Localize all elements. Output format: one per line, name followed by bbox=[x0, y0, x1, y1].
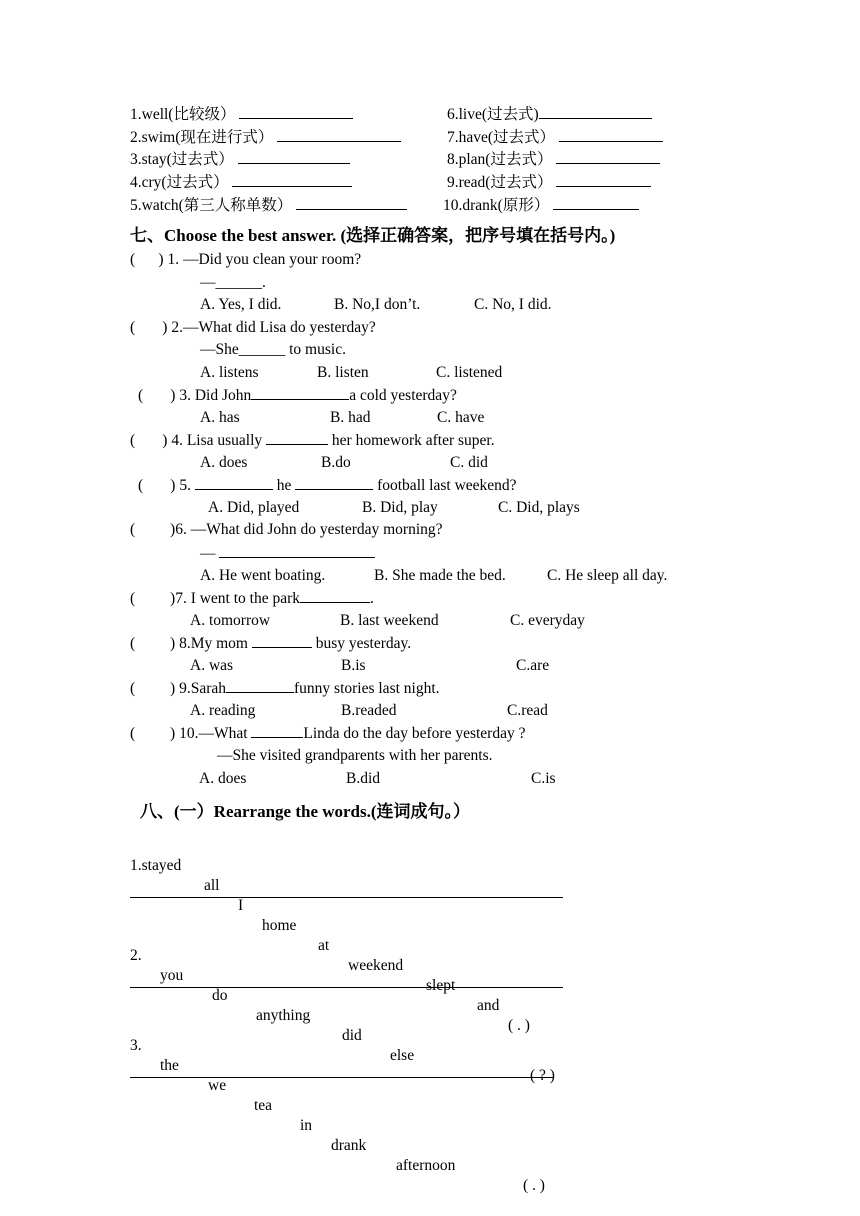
response-text: — bbox=[200, 545, 220, 562]
question-text: he bbox=[272, 477, 296, 494]
answer-blank[interactable] bbox=[559, 127, 663, 142]
option-5c[interactable]: C. Did, plays bbox=[498, 499, 580, 516]
question-text: ( ) 10.—What bbox=[130, 725, 252, 742]
question-text: busy yesterday. bbox=[311, 635, 412, 652]
wordform-10-label: 10.drank(原形） bbox=[443, 197, 550, 214]
option-6b[interactable]: B. She made the bed. bbox=[374, 567, 506, 584]
word: did bbox=[342, 1027, 362, 1044]
option-10a[interactable]: A. does bbox=[199, 770, 247, 787]
option-3c[interactable]: C. have bbox=[437, 409, 485, 426]
question-text: ( ) 5. bbox=[138, 477, 195, 494]
question-text: funny stories last night. bbox=[294, 680, 440, 697]
question-2-response bbox=[200, 340, 346, 360]
option-7c[interactable]: C. everyday bbox=[510, 612, 585, 629]
word: and bbox=[477, 997, 500, 1014]
word: tea bbox=[254, 1097, 273, 1114]
word: we bbox=[208, 1077, 227, 1094]
answer-line-2[interactable] bbox=[130, 987, 563, 988]
option-5b[interactable]: B. Did, play bbox=[362, 499, 438, 516]
word: I bbox=[238, 897, 244, 914]
wordform-9 bbox=[447, 172, 651, 193]
wordform-2-label: 2.swim(现在进行式） bbox=[130, 129, 274, 146]
option-6c[interactable]: C. He sleep all day. bbox=[547, 567, 668, 584]
word: anything bbox=[256, 1007, 311, 1024]
question-6: ( )6. —What did John do yesterday morning? bbox=[130, 521, 443, 538]
wordform-3 bbox=[130, 149, 350, 170]
question-6-response bbox=[200, 543, 375, 564]
answer-blank[interactable] bbox=[238, 149, 350, 164]
word: do bbox=[212, 987, 228, 1004]
question-text: ( ) 3. Did John bbox=[138, 387, 252, 404]
question-text: ( ) 4. Lisa usually bbox=[130, 432, 267, 449]
answer-blank[interactable] bbox=[226, 678, 294, 693]
word: 3. bbox=[130, 1037, 142, 1054]
answer-blank[interactable] bbox=[295, 475, 373, 490]
wordform-6-label: 6.live(过去式) bbox=[447, 106, 539, 123]
question-8 bbox=[130, 633, 411, 654]
punctuation: ( . ) bbox=[508, 1017, 530, 1034]
wordform-6 bbox=[447, 104, 652, 125]
option-7a[interactable]: A. tomorrow bbox=[190, 612, 271, 629]
word: afternoon bbox=[396, 1157, 456, 1174]
option-10b[interactable]: B.did bbox=[346, 770, 381, 787]
question-1: ( ) 1. —Did you clean your room? bbox=[130, 251, 362, 268]
word: in bbox=[300, 1117, 313, 1134]
option-1b[interactable]: B. No,I don’t. bbox=[334, 296, 421, 313]
option-2c[interactable]: C. listened bbox=[436, 364, 503, 381]
question-10-response: —She visited grandparents with her parents. bbox=[217, 747, 493, 764]
word: all bbox=[204, 877, 220, 894]
wordform-5-label: 5.watch(第三人称单数） bbox=[130, 197, 293, 214]
question-2: ( ) 2.—What did Lisa do yesterday? bbox=[130, 319, 376, 336]
wordform-7-label: 7.have(过去式） bbox=[447, 129, 556, 146]
wordform-1-label: 1.well(比较级） bbox=[130, 106, 236, 123]
word: the bbox=[160, 1057, 179, 1074]
word: drank bbox=[331, 1137, 367, 1154]
option-2b[interactable]: B. listen bbox=[317, 364, 369, 381]
question-5 bbox=[138, 475, 517, 496]
option-10c[interactable]: C.is bbox=[531, 770, 556, 787]
option-1a[interactable]: A. Yes, I did. bbox=[200, 296, 282, 313]
word: 2. bbox=[130, 947, 142, 964]
question-text: Linda do the day before yesterday ? bbox=[303, 725, 526, 742]
option-1c[interactable]: C. No, I did. bbox=[474, 296, 552, 313]
answer-blank[interactable] bbox=[251, 723, 303, 738]
option-3b[interactable]: B. had bbox=[330, 409, 371, 426]
question-9 bbox=[130, 678, 440, 699]
option-6a[interactable]: A. He went boating. bbox=[200, 567, 326, 584]
wordform-10 bbox=[443, 195, 639, 216]
response-text: to music. bbox=[285, 341, 346, 358]
answer-blank[interactable] bbox=[539, 104, 652, 119]
answer-blank[interactable] bbox=[232, 172, 352, 187]
option-4a[interactable]: A. does bbox=[200, 454, 248, 471]
question-text: ( ) 9.Sarah bbox=[130, 680, 226, 697]
answer-blank[interactable] bbox=[266, 430, 328, 445]
option-4c[interactable]: C. did bbox=[450, 454, 488, 471]
answer-blank[interactable] bbox=[239, 104, 353, 119]
option-2a[interactable]: A. listens bbox=[200, 364, 259, 381]
option-8c[interactable]: C.are bbox=[516, 657, 550, 674]
wordform-4 bbox=[130, 172, 352, 193]
question-text: ( )7. I went to the park bbox=[130, 590, 301, 607]
wordform-9-label: 9.read(过去式） bbox=[447, 174, 553, 191]
answer-line-3[interactable] bbox=[130, 1077, 554, 1078]
option-9b[interactable]: B.readed bbox=[341, 702, 397, 719]
answer-blank[interactable] bbox=[300, 588, 370, 603]
answer-blank[interactable] bbox=[277, 127, 401, 142]
option-4b[interactable]: B.do bbox=[321, 454, 351, 471]
option-5a[interactable]: A. Did, played bbox=[208, 499, 300, 516]
punctuation: ( ? ) bbox=[530, 1067, 555, 1084]
question-1-response: —______. bbox=[200, 274, 266, 291]
option-3a[interactable]: A. has bbox=[200, 409, 240, 426]
wordform-1 bbox=[130, 104, 353, 125]
wordform-8 bbox=[447, 149, 660, 170]
question-text: a cold yesterday? bbox=[349, 387, 457, 404]
answer-blank[interactable] bbox=[556, 172, 651, 187]
wordform-3-label: 3.stay(过去式） bbox=[130, 151, 234, 168]
option-9c[interactable]: C.read bbox=[507, 702, 548, 719]
answer-line-1[interactable] bbox=[130, 897, 563, 898]
word: weekend bbox=[348, 957, 404, 974]
word: slept bbox=[426, 977, 456, 994]
option-8b[interactable]: B.is bbox=[341, 657, 366, 674]
word: 1.stayed bbox=[130, 857, 182, 874]
response-text: —She bbox=[200, 341, 239, 358]
question-text: . bbox=[370, 590, 374, 607]
question-text: her homework after super. bbox=[328, 432, 495, 449]
question-4 bbox=[130, 430, 495, 451]
answer-blank[interactable] bbox=[556, 149, 660, 164]
question-7 bbox=[130, 588, 374, 609]
wordform-4-label: 4.cry(过去式） bbox=[130, 174, 229, 191]
answer-blank[interactable] bbox=[195, 475, 273, 490]
option-9a[interactable]: A. reading bbox=[190, 702, 256, 719]
answer-blank[interactable] bbox=[251, 385, 349, 400]
punctuation: ( . ) bbox=[523, 1177, 545, 1194]
wordform-7 bbox=[447, 127, 663, 148]
question-text: football last weekend? bbox=[373, 477, 517, 494]
option-7b[interactable]: B. last weekend bbox=[340, 612, 439, 629]
wordform-8-label: 8.plan(过去式） bbox=[447, 151, 553, 168]
word: else bbox=[390, 1047, 415, 1064]
answer-blank[interactable] bbox=[553, 195, 639, 210]
section-8-heading: 八、(一）Rearrange the words.(连词成句。） bbox=[140, 802, 471, 821]
section-7-heading: 七、Choose the best answer. (选择正确答案，把序号填在括号内。) bbox=[130, 226, 616, 245]
wordform-2 bbox=[130, 127, 401, 148]
answer-blank[interactable] bbox=[252, 633, 312, 648]
answer-blank[interactable] bbox=[219, 543, 375, 558]
question-3 bbox=[138, 385, 457, 406]
wordform-5 bbox=[130, 195, 407, 216]
answer-blank[interactable] bbox=[296, 195, 407, 210]
word: at bbox=[318, 937, 330, 954]
answer-blank[interactable]: ______ bbox=[238, 341, 286, 358]
question-10 bbox=[130, 723, 525, 744]
option-8a[interactable]: A. was bbox=[190, 657, 234, 674]
word: home bbox=[262, 917, 297, 934]
question-text: ( ) 8.My mom bbox=[130, 635, 252, 652]
word: you bbox=[160, 967, 184, 984]
